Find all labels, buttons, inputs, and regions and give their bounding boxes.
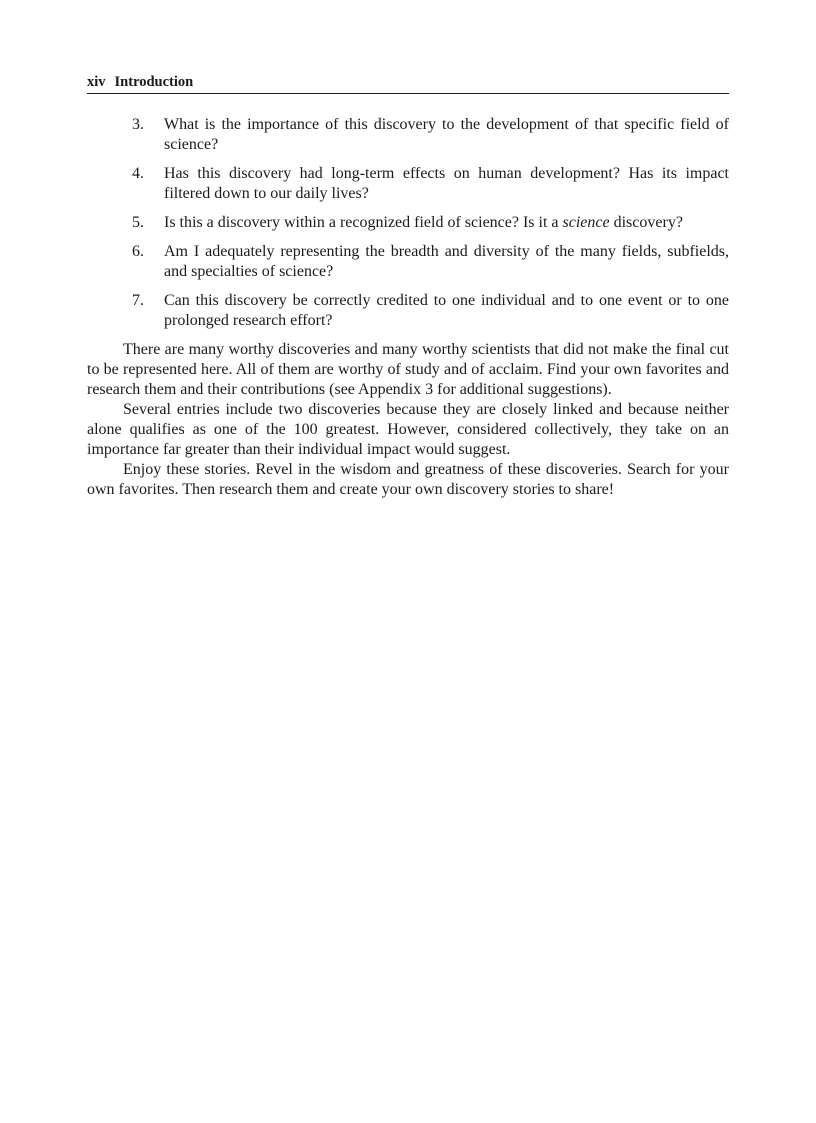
paragraph-two-discoveries: Several entries include two discoveries because they are closely linked and because neither alone qualifies as one of the 100 greatest. However, considered collectively, they take on an importance far greater than their individual impact would suggest. [87, 401, 729, 458]
list-item-text: Am I adequately representing the breadth and diversity of the many fields, subfields, and specialties of science? [164, 243, 729, 280]
list-item [87, 115, 729, 155]
list-item-emphasis: science [562, 214, 610, 231]
list-item-number: 6. [132, 243, 144, 260]
list-item-text: Can this discovery be correctly credited to one individual and to one event or to one prolonged research effort? [164, 292, 729, 329]
list-item-number: 7. [132, 292, 144, 309]
list-item [87, 213, 729, 233]
list-item [87, 164, 729, 204]
list-item-text: Has this discovery had long-term effects on human development? Has its impact filtered down to our daily lives? [164, 165, 729, 202]
list-item-number: 3. [132, 116, 144, 133]
list-item [87, 291, 729, 331]
list-item-number: 4. [132, 165, 144, 182]
section-title: Introduction [114, 74, 194, 90]
list-item-text: What is the importance of this discovery to the development of that specific field of science? [164, 116, 729, 153]
page-number: xiv [87, 74, 106, 90]
list-item-number: 5. [132, 214, 144, 231]
running-header [87, 73, 729, 94]
list-item-text-end: discovery? [609, 214, 683, 231]
list-item-text: Is this a discovery within a recognized field of science? Is it a [164, 214, 563, 231]
body-text [87, 115, 729, 500]
paragraph-worthy-discoveries: There are many worthy discoveries and many worthy scientists that did not make the final cut to be represented here. All of them are worthy of study and of acclaim. Find your own favorites and research them and their contributions (see Appendix 3 for additional suggestions). [87, 341, 729, 398]
paragraph-enjoy-stories: Enjoy these stories. Revel in the wisdom and greatness of these discoveries. Search for your own favorites. Then research them and create your own discovery stories to share! [87, 461, 729, 498]
list-item [87, 242, 729, 282]
criteria-list [87, 115, 729, 331]
